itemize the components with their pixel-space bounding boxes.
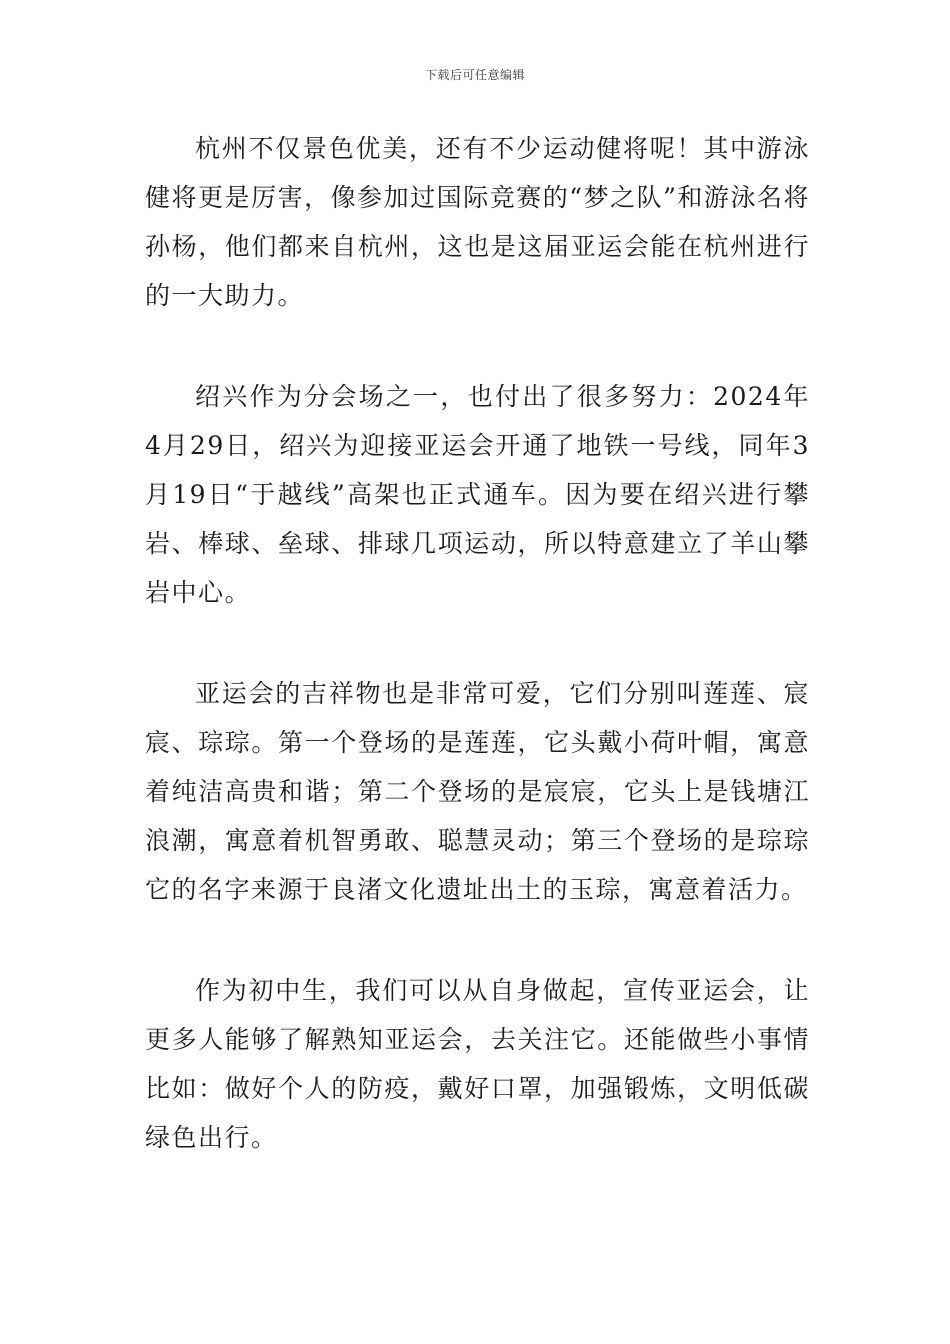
paragraph-shaoxing-venue: 绍兴作为分会场之一，也付出了很多努力：2024年4月29日，绍兴为迎接亚运会开通了地铁一号线，同年3月19日“于越线”高架也正式通车。因为要在绍兴进行攀岩、棒球、垒球、排球几项运动，所以特意建立了羊山攀岩中心。 <box>145 382 810 607</box>
header-note: 下载后可任意编辑 <box>424 68 525 82</box>
paragraph-mascots: 亚运会的吉祥物也是非常可爱，它们分别叫莲莲、宸宸、琮琮。第一个登场的是莲莲，它头戴小荷叶帽，寓意着纯洁高贵和谐；第二个登场的是宸宸，它头上是钱塘江浪潮，寓意着机智勇敢、聪慧灵动；第三个登场的是琮琮它的名字来源于良渚文化遗址出土的玉琮，寓意着活力。 <box>145 679 810 904</box>
paragraph-hangzhou-athletes: 杭州不仅景色优美，还有不少运动健将呢！其中游泳健将更是厉害，像参加过国际竞赛的“梦之队”和游泳名将孙杨，他们都来自杭州，这也是这届亚运会能在杭州进行的一大助力。 <box>145 134 810 310</box>
paragraph-student-actions: 作为初中生，我们可以从自身做起，宣传亚运会，让更多人能够了解熟知亚运会，去关注它。还能做些小事情比如：做好个人的防疫，戴好口罩，加强锻炼，文明低碳绿色出行。 <box>145 976 810 1152</box>
document-body <box>145 124 810 1214</box>
